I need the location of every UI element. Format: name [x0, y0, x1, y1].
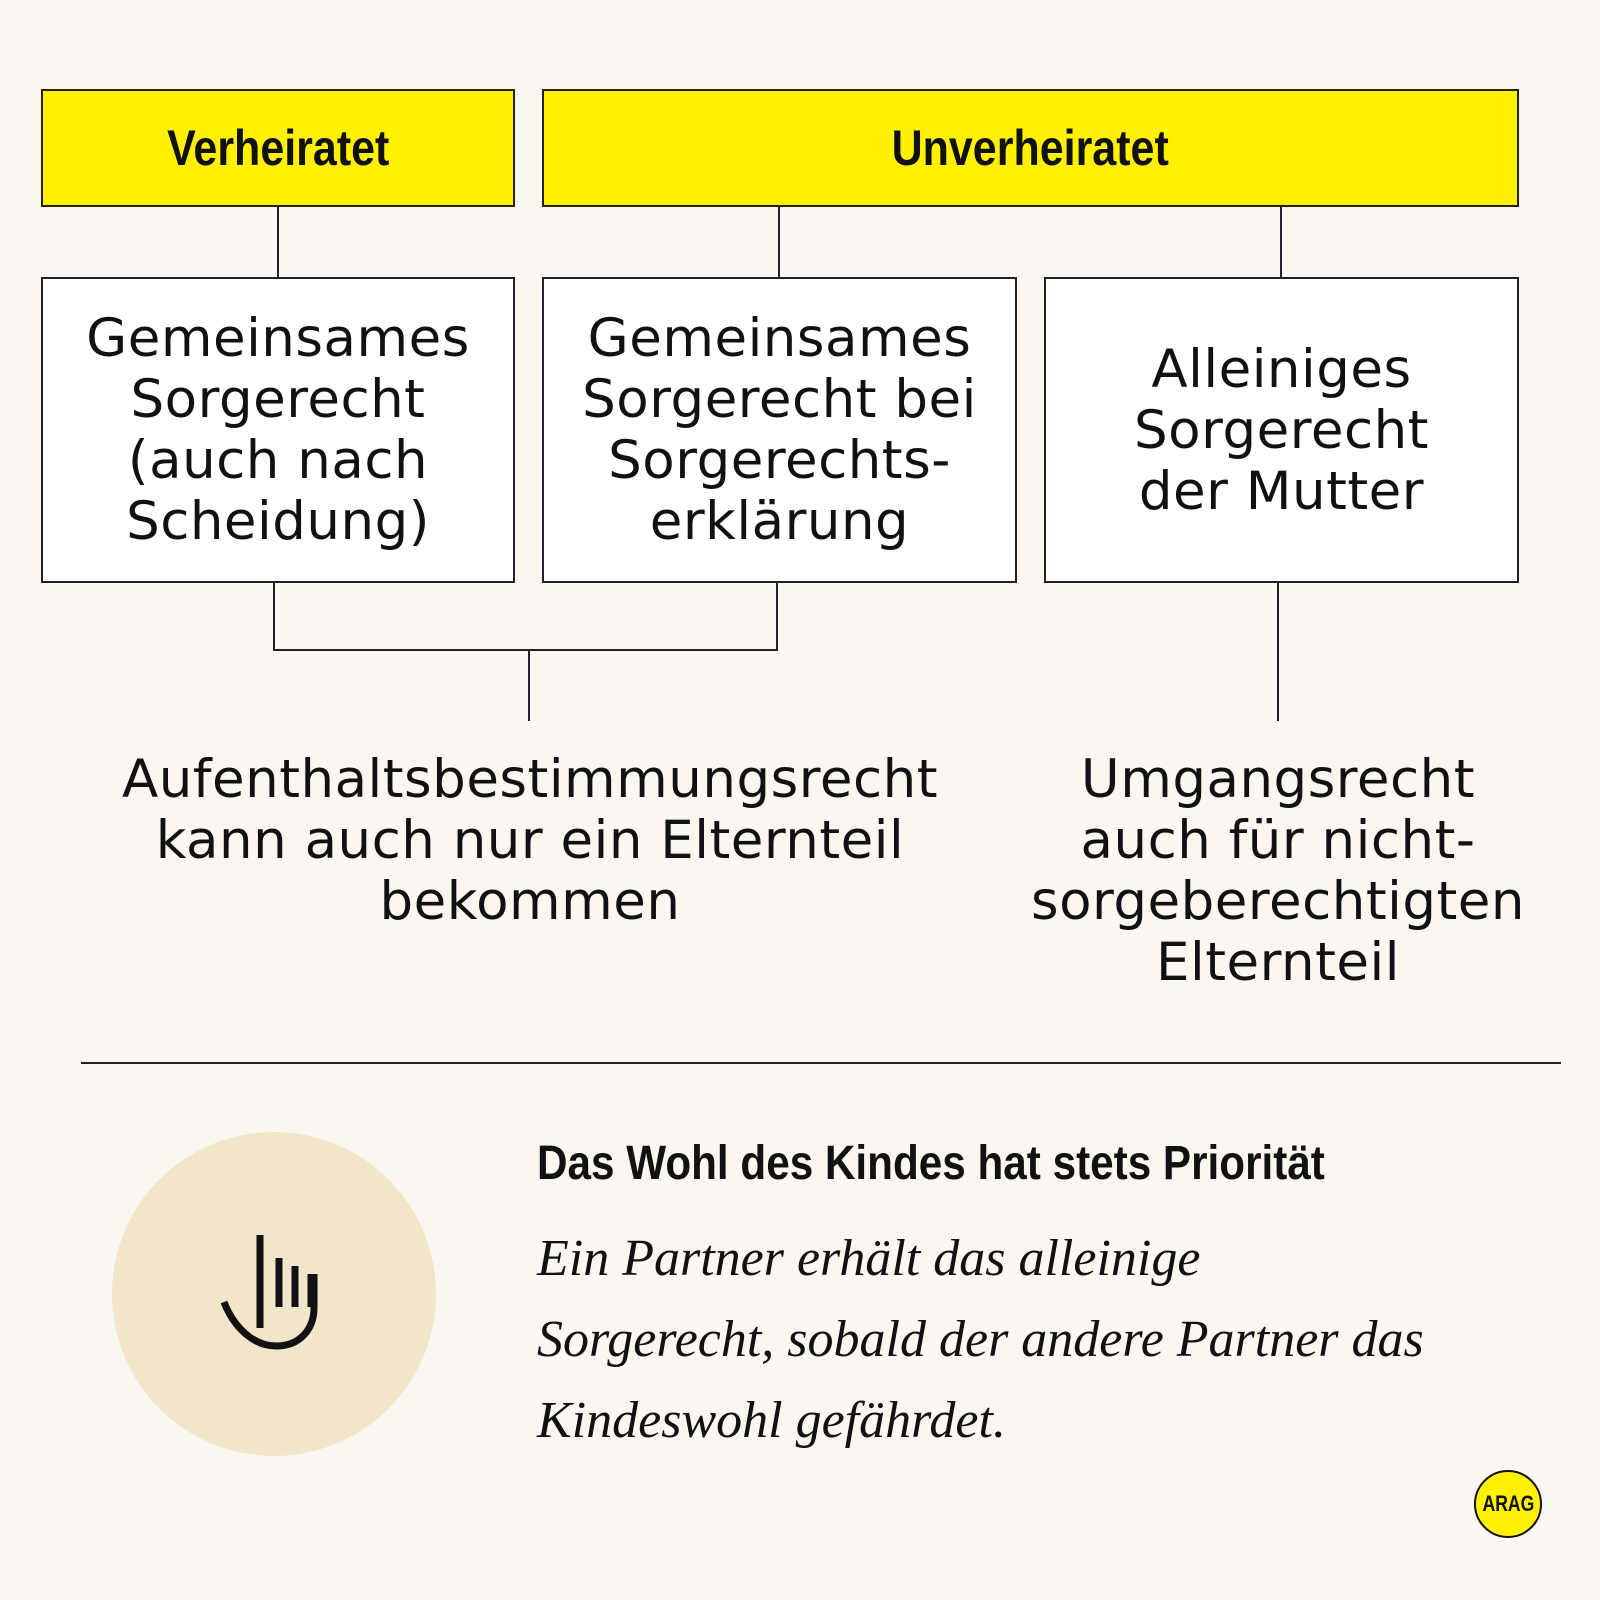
visitation-right-note: Umgangsrecht auch für nicht- sorgeberechtigten Elternteil	[1031, 749, 1525, 993]
unmarried-header	[542, 89, 1519, 207]
icon-circle	[112, 1132, 436, 1456]
arag-logo	[1474, 1470, 1542, 1538]
bracket-right-vertical	[776, 583, 778, 651]
residence-right-note: Aufenthaltsbestimmungsrecht kann auch nur ein Elternteil bekommen	[122, 749, 938, 932]
sole-custody-mother-box	[1044, 277, 1519, 583]
connector-unmarried-right	[1280, 207, 1282, 277]
married-header	[41, 89, 515, 207]
section-divider	[81, 1062, 1561, 1064]
sole-custody-mother-text: Alleiniges Sorgerecht der Mutter	[1134, 338, 1429, 522]
connector-unmarried-left	[778, 207, 780, 277]
joint-custody-declaration-text: Gemeinsames Sorgerecht bei Sorgerechts- erklärung	[582, 308, 977, 552]
joint-custody-married-text: Gemeinsames Sorgerecht (auch nach Scheidung)	[86, 308, 470, 552]
callout-title: Das Wohl des Kindes hat stets Priorität	[537, 1137, 1325, 1190]
bracket-stem	[528, 651, 530, 721]
hand-icon	[112, 1132, 436, 1456]
arag-logo-text: ARAG	[1482, 1491, 1534, 1516]
unmarried-header-label: Unverheiratet	[891, 120, 1170, 176]
bracket-left-vertical	[273, 583, 275, 651]
connector-sole-custody	[1277, 583, 1279, 721]
bracket-horizontal	[273, 649, 778, 651]
callout-body: Ein Partner erhält das alleinige Sorgerecht, sobald der andere Partner das Kindeswohl gefährdet.	[537, 1230, 1424, 1449]
joint-custody-married-box	[41, 277, 515, 583]
connector-married	[277, 207, 279, 277]
married-header-label: Verheiratet	[166, 120, 390, 176]
joint-custody-declaration-box	[542, 277, 1017, 583]
